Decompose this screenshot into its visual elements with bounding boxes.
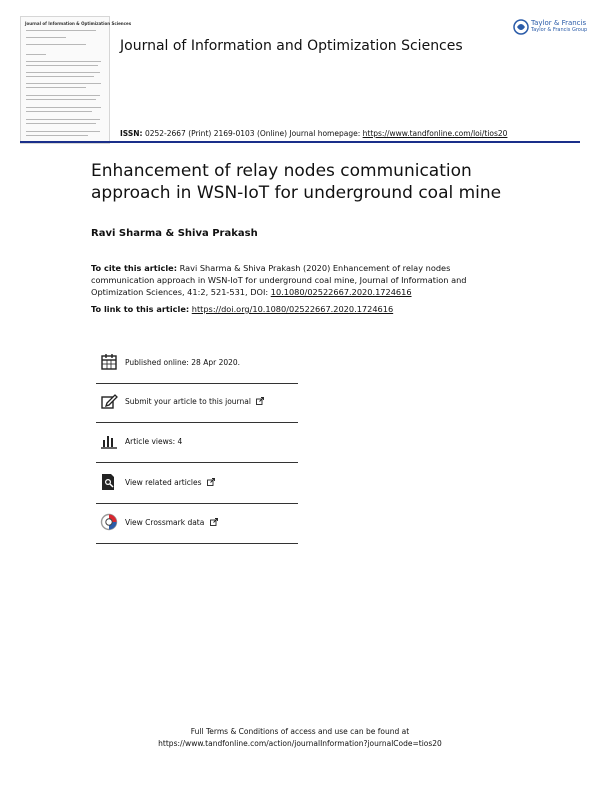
related-articles-label[interactable] <box>125 478 215 487</box>
header-divider <box>20 141 580 143</box>
journal-homepage-link[interactable]: https://www.tandfonline.com/loi/tios20 <box>362 129 508 138</box>
published-online-row <box>96 345 298 384</box>
citation-text: Ravi Sharma & Shiva Prakash (2020) Enhancement of relay nodes communication approach in WSN-IoT for underground coal mine, Journal of Information and Optimization Sciences, 41:2, 521-531, DOI: <box>91 263 467 297</box>
search-document-icon <box>100 473 118 491</box>
article-doi-url[interactable]: https://doi.org/10.1080/02522667.2020.1724616 <box>191 304 394 314</box>
calendar-icon <box>100 353 118 371</box>
crossmark-label[interactable] <box>125 518 218 527</box>
article-title: Enhancement of relay nodes communication approach in WSN-IoT for underground coal mine <box>91 161 502 203</box>
publisher-logo-subtext: Taylor & Francis Group <box>531 27 588 33</box>
issn-label: ISSN: <box>120 129 143 138</box>
edit-icon <box>100 392 118 410</box>
bar-chart-icon <box>100 432 118 450</box>
journal-title: Journal of Information and Optimization Sciences <box>120 38 463 54</box>
submit-article-text[interactable]: Submit your article to this journal <box>125 397 251 406</box>
issn-value: 0252-2667 (Print) 2169-0103 (Online) Journal homepage: <box>144 129 361 138</box>
submit-article-row[interactable] <box>96 384 298 423</box>
citation-label: To cite this article: <box>91 263 177 273</box>
article-views-label: Article views: 4 <box>125 437 183 446</box>
external-link-icon <box>256 397 264 405</box>
footer-terms-line: Full Terms & Conditions of access and use can be found at <box>190 727 410 736</box>
submit-article-label[interactable] <box>125 397 264 406</box>
crossmark-text[interactable]: View Crossmark data <box>125 518 205 527</box>
external-link-icon <box>207 478 215 486</box>
article-link-label: To link to this article: <box>91 304 190 314</box>
citation-doi-link[interactable]: 10.1080/02522667.2020.1724616 <box>270 286 412 297</box>
citation-block <box>91 263 511 298</box>
crossmark-row[interactable] <box>96 505 298 544</box>
related-articles-text[interactable]: View related articles <box>125 478 202 487</box>
article-link-line <box>91 304 393 314</box>
article-authors: Ravi Sharma & Shiva Prakash <box>91 228 258 239</box>
issn-line <box>120 129 507 138</box>
published-online-label: Published online: 28 Apr 2020. <box>125 358 241 367</box>
journal-cover-thumbnail: Journal of Information & Optimization Sciences <box>20 16 110 144</box>
footer-url-line[interactable]: https://www.tandfonline.com/action/journalInformation?journalCode=tios20 <box>158 739 442 748</box>
publisher-logo-text: Taylor & Francis <box>531 19 587 27</box>
article-views-row <box>96 424 298 463</box>
crossmark-icon <box>100 513 118 531</box>
related-articles-row[interactable] <box>96 465 298 504</box>
external-link-icon <box>210 518 218 526</box>
